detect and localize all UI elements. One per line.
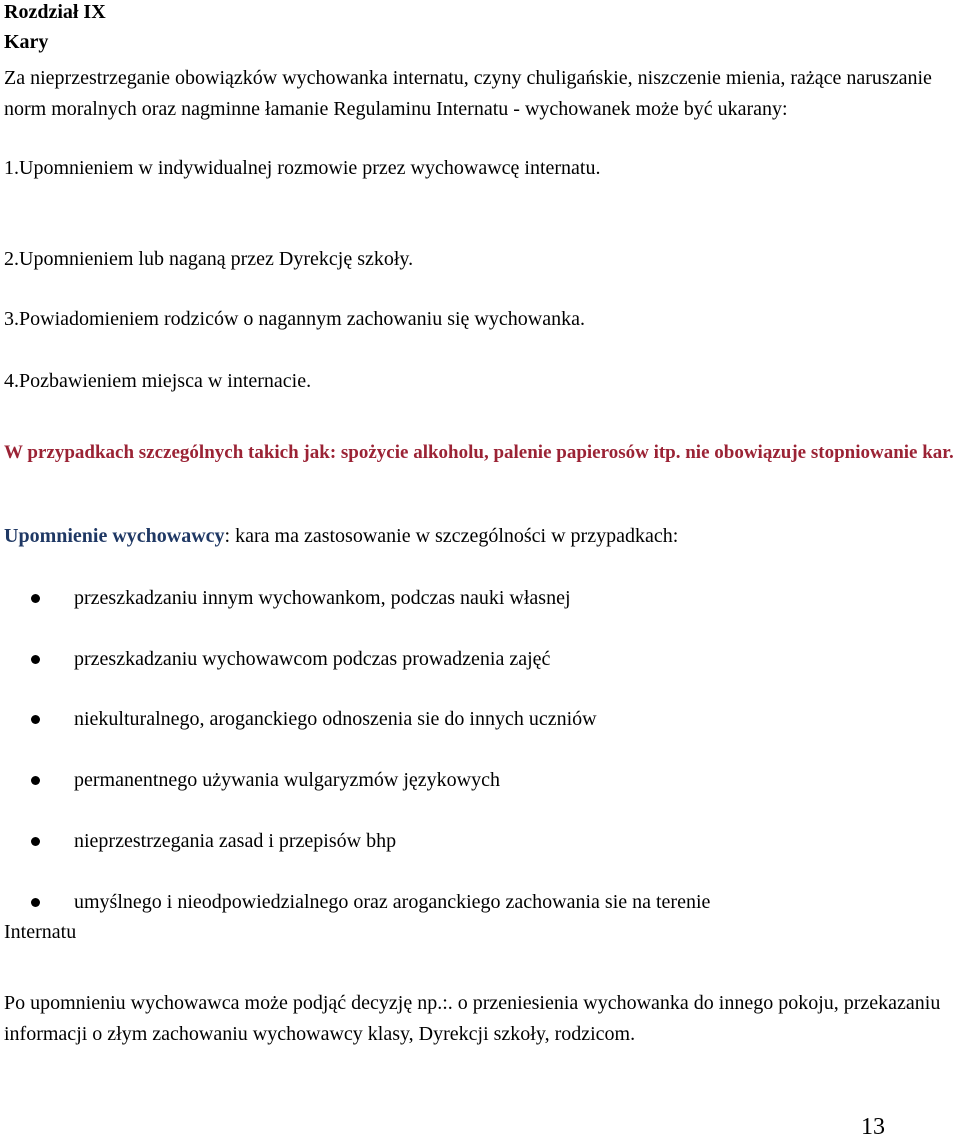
intro-paragraph: Za nieprzestrzeganie obowiązków wychowanka internatu, czyny chuligańskie, niszczenie mienia, rażące naruszanie norm moralnych oraz nagminne łamanie Regulaminu Internatu - wychowanek może być ukarany: — [4, 67, 932, 120]
bullet-icon — [31, 715, 40, 724]
list-item-text: nieprzestrzegania zasad i przepisów bhp — [74, 830, 397, 852]
penalty-item: 2.Upomnieniem lub naganą przez Dyrekcję szkoły. — [4, 248, 414, 270]
chapter-heading: Rozdział IX — [4, 1, 106, 23]
bullet-icon — [31, 776, 40, 785]
list-item-text: przeszkadzaniu innym wychowankom, podczas nauki własnej — [74, 587, 571, 609]
notice-paragraph: W przypadkach szczególnych takich jak: spożycie alkoholu, palenie papierosów itp. nie obowiązuje stopniowanie kar. — [4, 442, 954, 463]
list-item-text: przeszkadzaniu wychowawcom podczas prowadzenia zajęć — [74, 648, 551, 670]
bullet-icon — [31, 655, 40, 664]
penalty-item: 3.Powiadomieniem rodziców o nagannym zachowaniu się wychowanka. — [4, 308, 585, 330]
bullet-icon — [31, 898, 40, 907]
list-item-text: niekulturalnego, aroganckiego odnoszenia sie do innych uczniów — [74, 708, 597, 730]
list-item-continuation: Internatu — [4, 921, 77, 943]
list-item-text: umyślnego i nieodpowiedzialnego oraz aroganckiego zachowania sie na terenie — [74, 891, 711, 913]
bullet-icon — [31, 594, 40, 603]
upomnienie-term: Upomnienie wychowawcy — [4, 525, 225, 547]
page-number: 13 — [861, 1114, 885, 1140]
penalty-item: 4.Pozbawieniem miejsca w internacie. — [4, 370, 312, 392]
section-title: Kary — [4, 31, 49, 53]
upomnienie-rest: : kara ma zastosowanie w szczególności w przypadkach: — [224, 525, 679, 547]
bullet-icon — [31, 837, 40, 846]
upomnienie-paragraph — [4, 521, 678, 551]
closing-paragraph: Po upomnieniu wychowawca może podjąć decyzję np.:. o przeniesienia wychowanka do innego pokoju, przekazaniu informacji o złym zachowaniu wychowawcy klasy, Dyrekcji szkoły, rodzicom. — [4, 992, 941, 1045]
list-item-text: permanentnego używania wulgaryzmów językowych — [74, 769, 500, 791]
penalty-item: 1.Upomnieniem w indywidualnej rozmowie przez wychowawcę internatu. — [4, 157, 601, 179]
